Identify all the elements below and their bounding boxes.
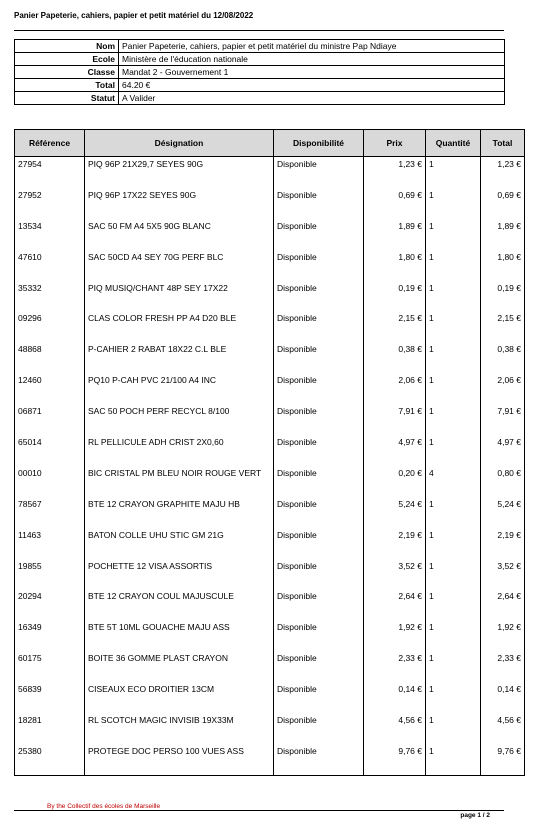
cell-reference: 16349 <box>15 620 85 651</box>
cell-quantite: 1 <box>426 219 481 250</box>
info-label: Statut <box>15 92 119 105</box>
cell-reference: 19855 <box>15 559 85 590</box>
column-header-prix: Prix <box>364 130 426 157</box>
cell-quantite: 1 <box>426 157 481 188</box>
table-row <box>15 682 525 713</box>
cell-prix: 4,56 € <box>364 713 426 744</box>
info-row <box>15 66 505 79</box>
table-row <box>15 589 525 620</box>
table-row <box>15 373 525 404</box>
header-divider <box>14 30 504 31</box>
info-label: Classe <box>15 66 119 79</box>
cell-designation: BATON COLLE UHU STIC GM 21G <box>85 528 274 559</box>
cell-disponibilite: Disponible <box>274 528 364 559</box>
cell-reference: 00010 <box>15 466 85 497</box>
cell-prix: 2,15 € <box>364 311 426 342</box>
cell-prix: 5,24 € <box>364 497 426 528</box>
cell-total: 0,38 € <box>481 342 525 373</box>
info-row <box>15 92 505 105</box>
cell-prix: 0,69 € <box>364 188 426 219</box>
cell-prix: 1,80 € <box>364 250 426 281</box>
info-value: 64.20 € <box>119 79 505 92</box>
document-title: Panier Papeterie, cahiers, papier et petit matériel du 12/08/2022 <box>14 11 254 20</box>
info-value: Ministère de l'éducation nationale <box>119 53 505 66</box>
cell-total: 3,52 € <box>481 559 525 590</box>
cell-prix: 3,52 € <box>364 559 426 590</box>
cell-designation: RL PELLICULE ADH CRIST 2X0,60 <box>85 435 274 466</box>
cell-quantite: 1 <box>426 651 481 682</box>
cell-total: 4,97 € <box>481 435 525 466</box>
info-value: Mandat 2 - Gouvernement 1 <box>119 66 505 79</box>
cell-disponibilite: Disponible <box>274 620 364 651</box>
info-label: Ecole <box>15 53 119 66</box>
cell-total: 0,69 € <box>481 188 525 219</box>
column-header-disponibilite: Disponibilité <box>274 130 364 157</box>
cell-designation: PROTEGE DOC PERSO 100 VUES ASS <box>85 744 274 775</box>
cell-quantite: 1 <box>426 373 481 404</box>
cell-quantite: 1 <box>426 281 481 312</box>
cell-total: 1,23 € <box>481 157 525 188</box>
items-table <box>14 129 525 776</box>
cell-quantite: 1 <box>426 682 481 713</box>
cell-reference: 56839 <box>15 682 85 713</box>
cell-prix: 7,91 € <box>364 404 426 435</box>
cell-quantite: 1 <box>426 559 481 590</box>
cell-total: 0,19 € <box>481 281 525 312</box>
cell-disponibilite: Disponible <box>274 435 364 466</box>
cell-total: 4,56 € <box>481 713 525 744</box>
cell-disponibilite: Disponible <box>274 188 364 219</box>
info-value: A Valider <box>119 92 505 105</box>
cell-reference: 27954 <box>15 157 85 188</box>
table-row <box>15 281 525 312</box>
cell-designation: PIQ MUSIQ/CHANT 48P SEY 17X22 <box>85 281 274 312</box>
cell-designation: BTE 12 CRAYON GRAPHITE MAJU HB <box>85 497 274 528</box>
info-label: Total <box>15 79 119 92</box>
cell-designation: RL SCOTCH MAGIC INVISIB 19X33M <box>85 713 274 744</box>
table-header-row <box>15 130 525 157</box>
cell-prix: 2,19 € <box>364 528 426 559</box>
cell-quantite: 1 <box>426 713 481 744</box>
cell-reference: 13534 <box>15 219 85 250</box>
cell-designation: CLAS COLOR FRESH PP A4 D20 BLE <box>85 311 274 342</box>
info-label: Nom <box>15 40 119 53</box>
cell-reference: 48868 <box>15 342 85 373</box>
cell-reference: 47610 <box>15 250 85 281</box>
table-row <box>15 157 525 188</box>
footer-credit: By the Collectif des écoles de Marseille <box>47 803 161 810</box>
cell-total: 2,64 € <box>481 589 525 620</box>
cell-disponibilite: Disponible <box>274 744 364 775</box>
cell-disponibilite: Disponible <box>274 342 364 373</box>
cell-quantite: 1 <box>426 342 481 373</box>
cell-disponibilite: Disponible <box>274 311 364 342</box>
table-row <box>15 744 525 775</box>
table-row <box>15 651 525 682</box>
cell-quantite: 1 <box>426 589 481 620</box>
cell-prix: 2,33 € <box>364 651 426 682</box>
cell-prix: 1,92 € <box>364 620 426 651</box>
cell-designation: POCHETTE 12 VISA ASSORTIS <box>85 559 274 590</box>
cell-quantite: 1 <box>426 744 481 775</box>
cell-reference: 35332 <box>15 281 85 312</box>
cell-total: 1,92 € <box>481 620 525 651</box>
cell-total: 2,15 € <box>481 311 525 342</box>
cell-designation: BOITE 36 GOMME PLAST CRAYON <box>85 651 274 682</box>
cell-reference: 12460 <box>15 373 85 404</box>
cell-total: 2,19 € <box>481 528 525 559</box>
cell-disponibilite: Disponible <box>274 250 364 281</box>
cell-reference: 27952 <box>15 188 85 219</box>
table-row <box>15 497 525 528</box>
cell-designation: PIQ 96P 17X22 SEYES 90G <box>85 188 274 219</box>
cell-reference: 11463 <box>15 528 85 559</box>
cell-designation: SAC 50 FM A4 5X5 90G BLANC <box>85 219 274 250</box>
cell-prix: 0,19 € <box>364 281 426 312</box>
cell-disponibilite: Disponible <box>274 373 364 404</box>
basket-info-table <box>14 39 505 105</box>
cell-reference: 65014 <box>15 435 85 466</box>
cell-prix: 0,14 € <box>364 682 426 713</box>
table-row <box>15 188 525 219</box>
cell-reference: 78567 <box>15 497 85 528</box>
cell-reference: 60175 <box>15 651 85 682</box>
cell-disponibilite: Disponible <box>274 682 364 713</box>
table-row <box>15 250 525 281</box>
cell-disponibilite: Disponible <box>274 559 364 590</box>
cell-designation: PQ10 P-CAH PVC 21/100 A4 INC <box>85 373 274 404</box>
cell-disponibilite: Disponible <box>274 404 364 435</box>
info-row <box>15 79 505 92</box>
cell-disponibilite: Disponible <box>274 157 364 188</box>
cell-total: 5,24 € <box>481 497 525 528</box>
info-value: Panier Papeterie, cahiers, papier et petit matériel du ministre Pap Ndiaye <box>119 40 505 53</box>
cell-total: 0,14 € <box>481 682 525 713</box>
cell-quantite: 1 <box>426 404 481 435</box>
cell-prix: 0,20 € <box>364 466 426 497</box>
cell-prix: 4,97 € <box>364 435 426 466</box>
cell-quantite: 1 <box>426 188 481 219</box>
cell-total: 7,91 € <box>481 404 525 435</box>
column-header-designation: Désignation <box>85 130 274 157</box>
cell-disponibilite: Disponible <box>274 466 364 497</box>
cell-total: 2,06 € <box>481 373 525 404</box>
column-header-total: Total <box>481 130 525 157</box>
table-row <box>15 713 525 744</box>
cell-prix: 2,06 € <box>364 373 426 404</box>
page-number: page 1 / 2 <box>460 812 490 819</box>
cell-quantite: 4 <box>426 466 481 497</box>
table-row <box>15 404 525 435</box>
cell-total: 2,33 € <box>481 651 525 682</box>
cell-disponibilite: Disponible <box>274 281 364 312</box>
cell-disponibilite: Disponible <box>274 219 364 250</box>
table-row <box>15 219 525 250</box>
cell-disponibilite: Disponible <box>274 497 364 528</box>
cell-designation: CISEAUX ECO DROITIER 13CM <box>85 682 274 713</box>
cell-designation: BIC CRISTAL PM BLEU NOIR ROUGE VERT <box>85 466 274 497</box>
cell-quantite: 1 <box>426 620 481 651</box>
cell-prix: 0,38 € <box>364 342 426 373</box>
cell-designation: SAC 50 POCH PERF RECYCL 8/100 <box>85 404 274 435</box>
cell-prix: 2,64 € <box>364 589 426 620</box>
footer-divider <box>14 810 504 811</box>
cell-total: 0,80 € <box>481 466 525 497</box>
table-row <box>15 435 525 466</box>
cell-designation: P-CAHIER 2 RABAT 18X22 C.L BLE <box>85 342 274 373</box>
cell-reference: 09296 <box>15 311 85 342</box>
cell-total: 9,76 € <box>481 744 525 775</box>
cell-reference: 25380 <box>15 744 85 775</box>
cell-reference: 06871 <box>15 404 85 435</box>
cell-disponibilite: Disponible <box>274 713 364 744</box>
cell-disponibilite: Disponible <box>274 589 364 620</box>
cell-disponibilite: Disponible <box>274 651 364 682</box>
cell-total: 1,89 € <box>481 219 525 250</box>
column-header-quantite: Quantité <box>426 130 481 157</box>
table-row <box>15 311 525 342</box>
cell-quantite: 1 <box>426 435 481 466</box>
table-row <box>15 342 525 373</box>
cell-prix: 9,76 € <box>364 744 426 775</box>
cell-total: 1,80 € <box>481 250 525 281</box>
cell-designation: BTE 5T 10ML GOUACHE MAJU ASS <box>85 620 274 651</box>
table-row <box>15 620 525 651</box>
info-row <box>15 53 505 66</box>
cell-quantite: 1 <box>426 497 481 528</box>
cell-designation: BTE 12 CRAYON COUL MAJUSCULE <box>85 589 274 620</box>
cell-quantite: 1 <box>426 528 481 559</box>
cell-reference: 18281 <box>15 713 85 744</box>
cell-prix: 1,23 € <box>364 157 426 188</box>
table-row <box>15 466 525 497</box>
info-row <box>15 40 505 53</box>
table-row <box>15 528 525 559</box>
cell-designation: SAC 50CD A4 SEY 70G PERF BLC <box>85 250 274 281</box>
cell-quantite: 1 <box>426 250 481 281</box>
table-row <box>15 559 525 590</box>
cell-prix: 1,89 € <box>364 219 426 250</box>
column-header-reference: Référence <box>15 130 85 157</box>
cell-reference: 20294 <box>15 589 85 620</box>
cell-quantite: 1 <box>426 311 481 342</box>
cell-designation: PIQ 96P 21X29,7 SEYES 90G <box>85 157 274 188</box>
